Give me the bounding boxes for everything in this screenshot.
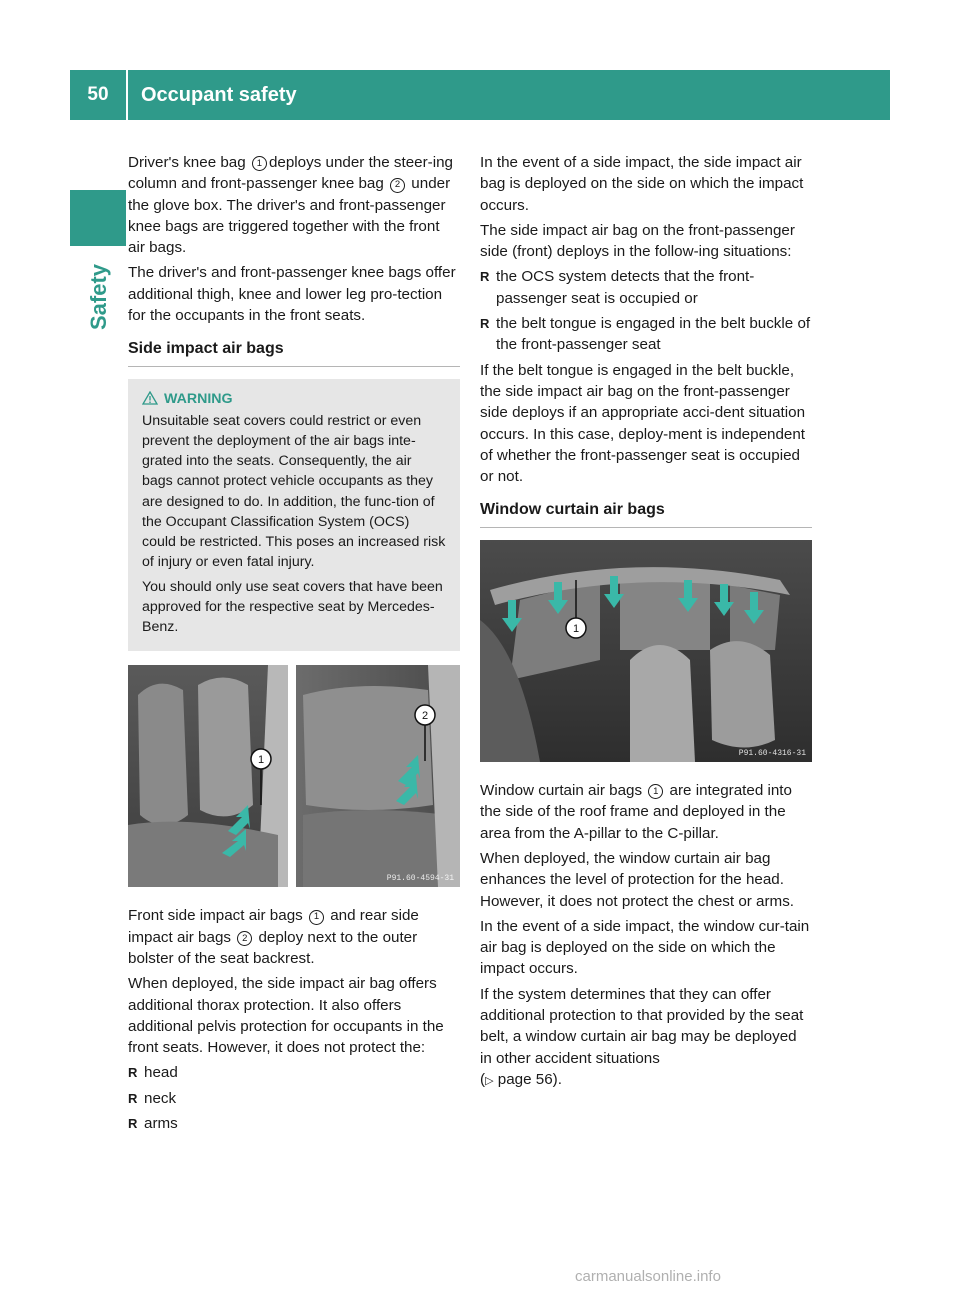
bullet-glyph: R: [128, 1065, 138, 1081]
warning-title-row: [142, 389, 446, 409]
figure-code: P91.60-4316-31: [738, 748, 806, 758]
text: Front side impact air bags: [128, 907, 303, 925]
knee-bag-protection-paragraph: The driver's and front-passenger knee bags offer additional thigh, knee and lower leg pro-tection for the occupants in the front seats.: [128, 264, 456, 325]
side-tab-block: [70, 190, 126, 246]
list-item-text: the OCS system detects that the front-passenger seat is occupied or: [496, 268, 755, 307]
window-curtain-heading: Window curtain air bags: [480, 499, 812, 527]
front-passenger-deploy-paragraph: The side impact air bag on the front-passenger side (front) deploys in the follow-ing situations:: [480, 221, 795, 261]
callout-number: 1: [252, 156, 267, 171]
list-item: [128, 1088, 460, 1109]
deploy-conditions-list: [480, 266, 812, 355]
right-column: [480, 152, 812, 1096]
callout-number: 2: [237, 931, 252, 946]
page-reference-arrow-icon: ▷: [485, 1074, 494, 1087]
window-curtain-figure: [480, 540, 812, 768]
text: deploys under the steer-ing column and front-passenger knee bag: [128, 154, 453, 193]
callout-number: 1: [309, 910, 324, 925]
text: under the glove box. The driver's and front-passenger knee bags are triggered together with the front air bags.: [128, 175, 451, 257]
callout-number: 2: [390, 178, 405, 193]
curtain-bag-other-accidents-paragraph: [480, 984, 812, 1092]
side-air-bag-figure: [128, 665, 460, 893]
side-air-bag-image: [128, 665, 460, 887]
text: Window curtain air bags: [480, 782, 643, 800]
side-tab-label: Safety: [86, 263, 111, 330]
side-bag-location-paragraph: [128, 905, 460, 969]
section-title: Occupant safety: [141, 83, 297, 106]
text: are integrated into the side of the roof frame and deployed in the area from the A-pillar to the C-pillar.: [480, 782, 792, 842]
warning-box: [128, 379, 460, 651]
footer-watermark: carmanualsonline.info: [575, 1268, 721, 1285]
list-item-text: neck: [144, 1089, 177, 1107]
warning-text: Unsuitable seat covers could restrict or even prevent the deployment of the air bags inte-grated into the seats. Consequently, the air bags cannot protect vehicle occupants as they are designed to do. In addition, the func-tion of the Occupant Classification System (OCS) could be restricted. This poses an increased risk of injury or even fatal injury.: [142, 412, 446, 571]
side-bag-protection-paragraph: When deployed, the side impact air bag offers additional thorax protection. It also offers additional pelvis protection for occupants in the front seats. However, it does not protect the:: [128, 975, 444, 1057]
bullet-glyph: R: [480, 316, 490, 332]
side-impact-heading: Side impact air bags: [128, 338, 460, 366]
list-item-text: head: [144, 1064, 178, 1082]
page-number: 50: [87, 84, 109, 105]
callout-number: 1: [648, 784, 663, 799]
list-item-text: arms: [144, 1115, 178, 1133]
left-column: [128, 152, 460, 1138]
warning-title: WARNING: [164, 390, 233, 407]
bullet-glyph: R: [128, 1090, 138, 1106]
curtain-bag-protection-paragraph: When deployed, the window curtain air bag enhances the level of protection for the head. However, it does not protect the chest or arms.: [480, 849, 795, 910]
curtain-bag-location-paragraph: [480, 780, 812, 844]
bullet-glyph: R: [480, 269, 490, 285]
page-reference-link[interactable]: page 56).: [497, 1070, 562, 1088]
curtain-bag-side-paragraph: In the event of a side impact, the window cur-tain air bag is deployed on the side on which the impact occurs.: [480, 917, 810, 978]
text: Driver's knee bag: [128, 154, 246, 171]
text: deploy next to the outer bolster of the seat backrest.: [128, 928, 418, 967]
list-item: [128, 1062, 460, 1083]
figure-code: P91.60-4594-31: [386, 874, 454, 884]
window-curtain-image: [480, 540, 812, 762]
text: and rear side impact air bags: [128, 907, 419, 946]
warning-text-approval: You should only use seat covers that have been approved for the respective seat by Mercedes-Benz.: [142, 578, 443, 635]
callout-1-label: 1: [257, 754, 265, 767]
header-divider: [126, 70, 128, 120]
list-item: [128, 1113, 460, 1134]
callout-1-label: 1: [572, 622, 580, 635]
list-item: [480, 266, 812, 309]
belt-buckle-paragraph: If the belt tongue is engaged in the belt buckle, the side impact air bag on the front-passenger side deploys if an appropriate acci-dent situation occurs. In this case, deploy-ment is independent of whether the front-passenger seat is occupied or not.: [480, 361, 806, 486]
text: If the system determines that they can offer additional protection to that provided by the seat belt, a window curtain air bag may be deployed in other accident situations: [480, 985, 804, 1067]
warning-triangle-icon: [142, 391, 158, 405]
list-item-text: the belt tongue is engaged in the belt buckle of the front-passenger seat: [496, 315, 811, 354]
text: (: [480, 1070, 486, 1088]
side-impact-deploy-paragraph: In the event of a side impact, the side impact air bag is deployed on the side on which the impact occurs.: [480, 154, 804, 214]
callout-2-label: 2: [421, 710, 429, 723]
not-protected-list: [128, 1062, 460, 1134]
list-item: [480, 313, 812, 356]
knee-bag-paragraph: [128, 152, 460, 258]
bullet-glyph: R: [128, 1116, 138, 1132]
